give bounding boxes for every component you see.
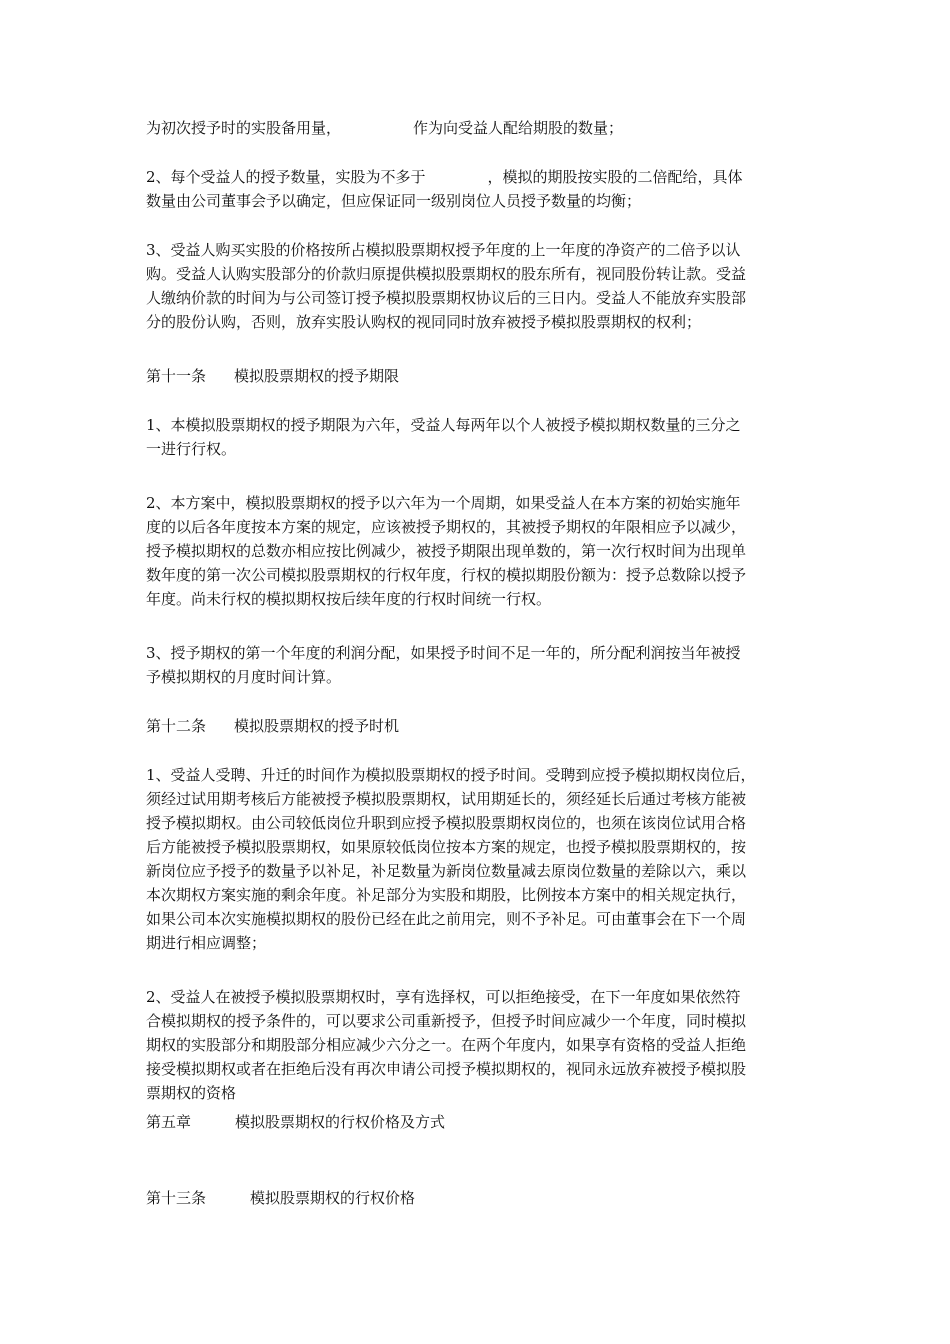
paragraph-line: 3、授予期权的第一个年度的利润分配，如果授予时间不足一年的，所分配利润按当年被授 (146, 644, 741, 662)
chapter-number: 第五章 (146, 1113, 192, 1131)
paragraph-line: 度的以后各年度按本方案的规定，应该被授予期权的，其被授予期权的年限相应予以减少， (146, 518, 747, 536)
article-title: 模拟股票期权的授予期限 (234, 367, 400, 385)
paragraph-line: 后方能被授予模拟股票期权，如果原较低岗位按本方案的规定，也授予模拟股票期权的，按 (146, 838, 747, 856)
paragraph-line: 3、受益人购买实股的价格按所占模拟股票期权授予年度的上一年度的净资产的二倍予以认 (146, 241, 741, 259)
paragraph-line (146, 165, 808, 189)
paragraph-line: 予模拟期权的月度时间计算。 (146, 668, 342, 686)
article-title: 模拟股票期权的行权价格 (250, 1189, 416, 1207)
text-segment: 为初次授予时的实股备用量， (146, 119, 342, 137)
paragraph-line: 票期权的资格 (146, 1084, 237, 1102)
paragraph-line: 一进行行权。 (146, 440, 237, 458)
paragraph-line: 须经过试用期考核后方能被授予模拟股票期权，试用期延长的，须经延长后通过考核方能被 (146, 790, 747, 808)
article-number: 第十三条 (146, 1189, 207, 1207)
article-heading (146, 1186, 808, 1210)
paragraph-line: 授予模拟期权。由公司较低岗位升职到应授予模拟股票期权岗位的，也须在该岗位试用合格 (146, 814, 747, 832)
paragraph-line: 如果公司本次实施模拟期权的股份已经在此之前用完，则不予补足。可由董事会在下一个周 (146, 910, 747, 928)
paragraph-line: 合模拟期权的授予条件的，可以要求公司重新授予，但授予时间应减少一个年度，同时模拟 (146, 1012, 747, 1030)
paragraph-line: 新岗位应予授予的数量予以补足，补足数量为新岗位数量减去原岗位数量的差除以六，乘以 (146, 862, 747, 880)
article-number: 第十二条 (146, 717, 207, 735)
paragraph-line: 本次期权方案实施的剩余年度。补足部分为实股和期股，比例按本方案中的相关规定执行， (146, 886, 747, 904)
text-segment: ，模拟的期股按实股的二倍配给，具体 (487, 168, 743, 186)
paragraph-line: 2、受益人在被授予模拟股票期权时，享有选择权，可以拒绝接受，在下一年度如果依然符 (146, 988, 741, 1006)
article-title: 模拟股票期权的授予时机 (234, 717, 400, 735)
paragraph-line: 数年度的第一次公司模拟股票期权的行权年度，行权的模拟期股份额为：授予总数除以授予 (146, 566, 747, 584)
paragraph-line: 购。受益人认购实股部分的价款归原提供模拟股票期权的股东所有，视同股份转让款。受益 (146, 265, 747, 283)
text-segment: 作为向受益人配给期股的数量； (413, 119, 624, 137)
paragraph-line: 分的股份认购，否则，放弃实股认购权的视同同时放弃被授予模拟股票期权的权利； (146, 313, 702, 331)
paragraph-line: 期权的实股部分和期股部分相应减少六分之一。在两个年度内，如果享有资格的受益人拒绝 (146, 1036, 747, 1054)
paragraph-line: 1、受益人受聘、升迁的时间作为模拟股票期权的授予时间。受聘到应授予模拟期权岗位后， (146, 766, 756, 784)
paragraph-line (146, 116, 808, 140)
paragraph-line: 人缴纳价款的时间为与公司签订授予模拟股票期权协议后的三日内。受益人不能放弃实股部 (146, 289, 747, 307)
paragraph-line: 年度。尚未行权的模拟期权按后续年度的行权时间统一行权。 (146, 590, 552, 608)
chapter-title: 模拟股票期权的行权价格及方式 (235, 1113, 446, 1131)
paragraph-line: 2、本方案中，模拟股票期权的授予以六年为一个周期，如果受益人在本方案的初始实施年 (146, 494, 741, 512)
article-heading (146, 714, 808, 738)
paragraph-line: 接受模拟期权或者在拒绝后没有再次申请公司授予模拟期权的，视同永远放弃被授予模拟股 (146, 1060, 747, 1078)
paragraph-line: 期进行相应调整； (146, 934, 267, 952)
paragraph-line: 数量由公司董事会予以确定，但应保证同一级别岗位人员授予数量的均衡； (146, 192, 642, 210)
chapter-heading (146, 1110, 808, 1134)
article-heading (146, 364, 808, 388)
article-number: 第十一条 (146, 367, 207, 385)
paragraph-line: 1、本模拟股票期权的授予期限为六年，受益人每两年以个人被授予模拟期权数量的三分之 (146, 416, 741, 434)
text-segment: 2、每个受益人的授予数量，实股为不多于 (146, 168, 426, 186)
paragraph-line: 授予模拟期权的总数亦相应按比例减少，被授予期限出现单数的，第一次行权时间为出现单 (146, 542, 747, 560)
